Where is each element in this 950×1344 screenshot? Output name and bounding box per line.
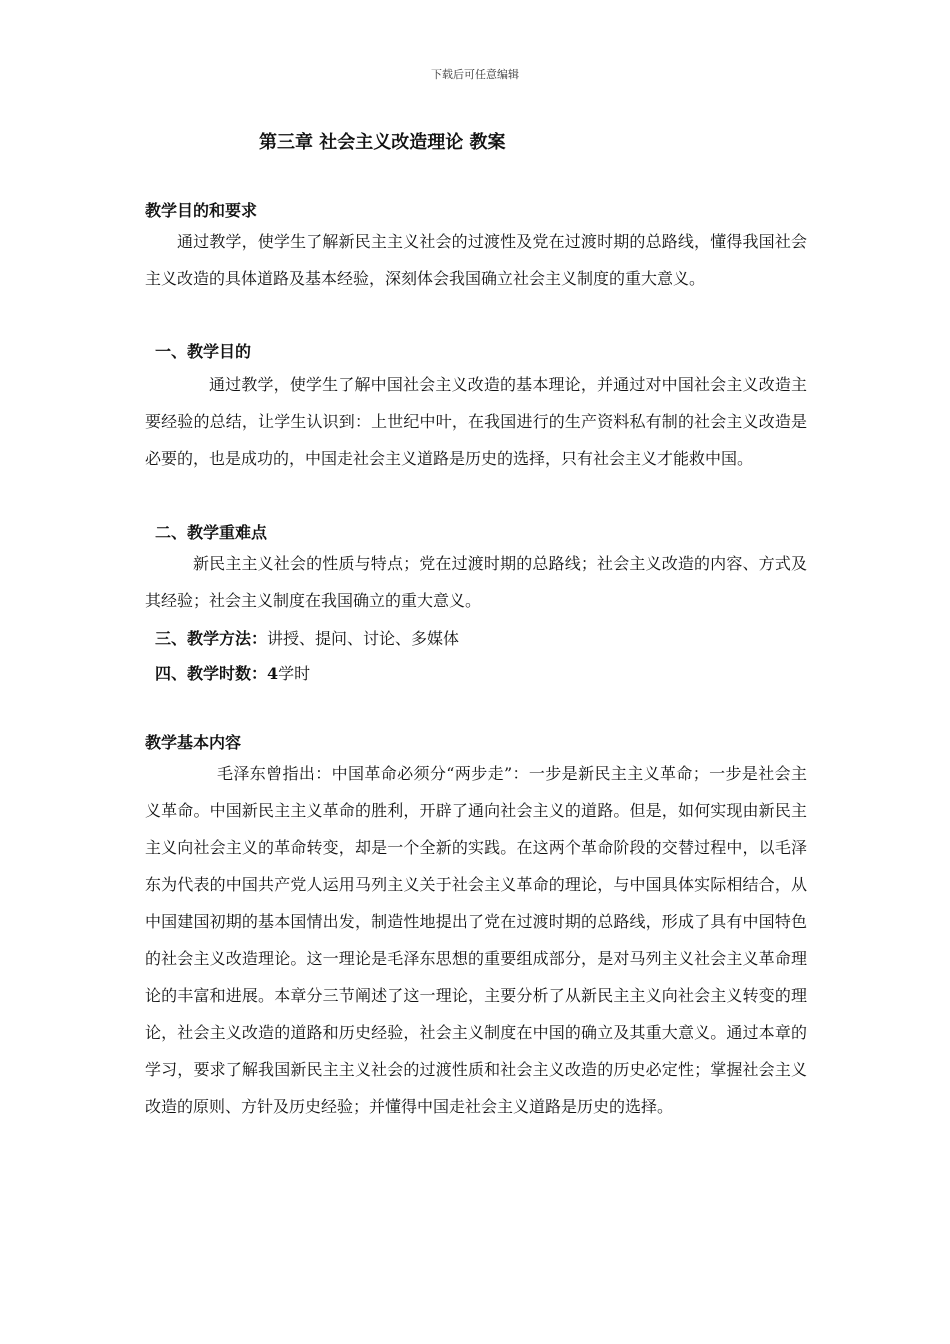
section-2-text: 新民主主义社会的性质与特点；党在过渡时期的总路线；社会主义改造的内容、方式及其经验；社会主义制度在我国确立的重大意义。 <box>145 554 807 610</box>
section-2-heading: 二、教学重难点 <box>155 523 268 542</box>
section-3-line <box>155 626 459 649</box>
section-4-line <box>155 661 310 684</box>
section-1-text: 通过教学，使学生了解中国社会主义改造的基本理论，并通过对中国社会主义改造主要经验的总结，让学生认识到：上世纪中叶，在我国进行的生产资料私有制的社会主义改造是必要的，也是成功的，中国走社会主义道路是历史的选择，只有社会主义才能救中国。 <box>145 375 807 468</box>
section-4-number: 4 <box>267 664 279 683</box>
section-4-unit: 学时 <box>278 664 311 683</box>
section-3-value: 讲授、提问、讨论、多媒体 <box>267 629 460 648</box>
goals-intro: 通过教学，使学生了解新民主主义社会的过渡性及党在过渡时期的总路线，懂得我国社会主义改造的具体道路及基本经验，深刻体会我国确立社会主义制度的重大意义。 <box>145 232 807 288</box>
content-heading: 教学基本内容 <box>145 733 242 752</box>
section-3-label: 三、教学方法： <box>155 629 268 648</box>
content-text: 毛泽东曾指出：中国革命必须分“两步走”：一步是新民主主义革命；一步是社会主义革命。中国新民主主义革命的胜利，开辟了通向社会主义的道路。但是，如何实现由新民主主义向社会主义的革命转变，却是一个全新的实践。在这两个革命阶段的交替过程中，以毛泽东为代表的中国共产党人运用马列主义关于社会主义革命的理论，与中国具体实际相结合，从中国建国初期的基本国情出发，制造性地提出了党在过渡时期的总路线，形成了具有中国特色的社会主义改造理论。这一理论是毛泽东思想的重要组成部分，是对马列主义社会主义革命理论的丰富和进展。本章分三节阐述了这一理论，主要分析了从新民主主义向社会主义转变的理论，社会主义改造的道路和历史经验，社会主义制度在中国的确立及其重大意义。通过本章的学习，要求了解我国新民主主义社会的过渡性质和社会主义改造的历史必定性；掌握社会主义改造的原则、方针及历史经验；并懂得中国走社会主义道路是历史的选择。 <box>145 764 807 1116</box>
section-1-heading: 一、教学目的 <box>155 342 252 361</box>
document-title: 第三章 社会主义改造理论 教案 <box>259 132 506 153</box>
page-header: 下载后可任意编辑 <box>431 68 519 81</box>
section-4-label: 四、教学时数： <box>155 664 268 683</box>
goals-heading: 教学目的和要求 <box>145 201 258 220</box>
